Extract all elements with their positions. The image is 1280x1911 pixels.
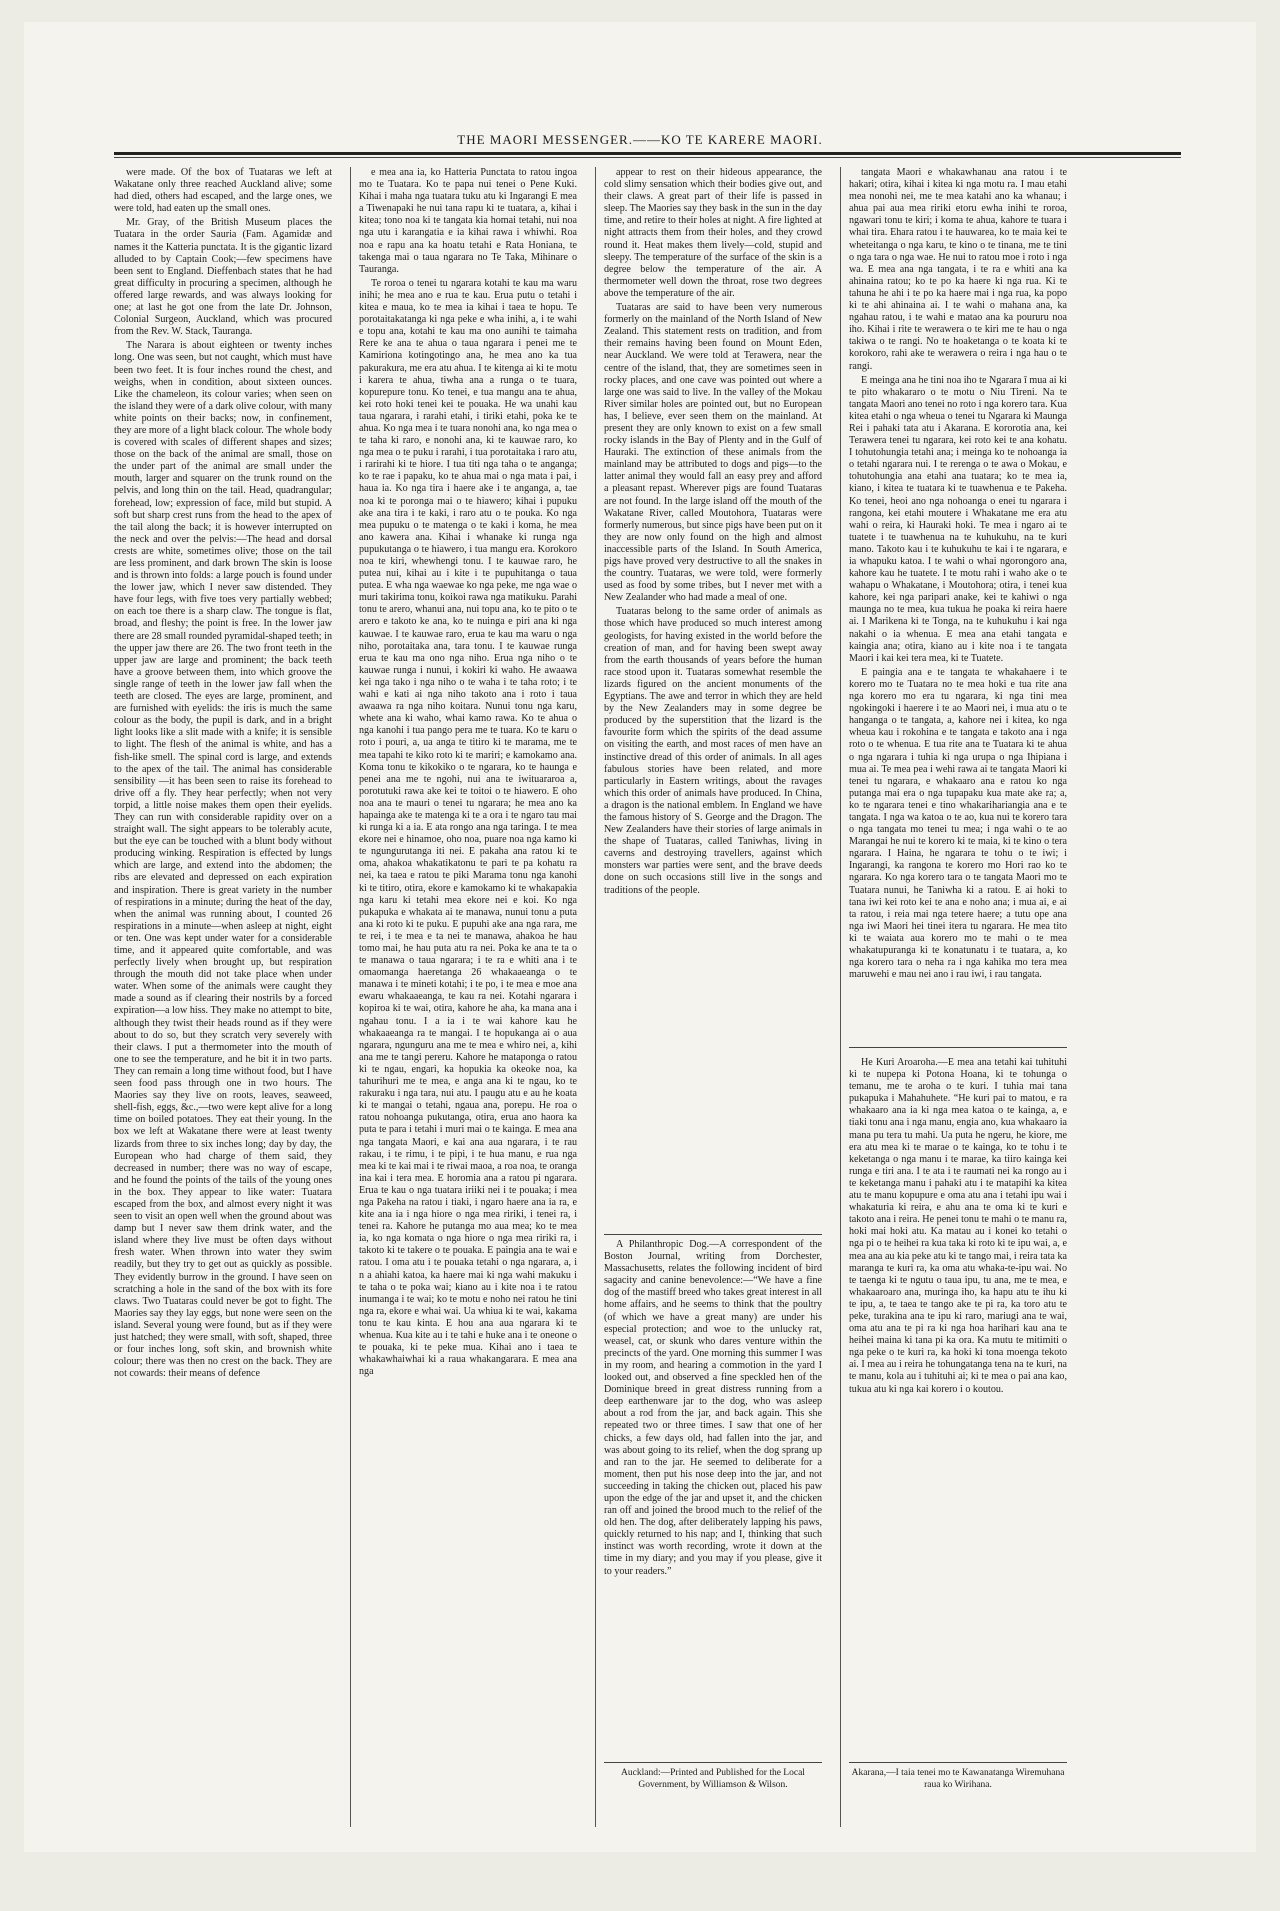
paragraph: Tuataras belong to the same order of animals as those which have produced so much interest among geologists, for having existed in the world before the creation of man, and for having been swept away from the earth thousands of years before the human race stood upon it. Tuataras somewhat resemble the lizards figured on the ancient monuments of the Egyptians. The awe and terror in which they are held by the New Zealanders may in some degree be produced by the superstition that the lizard is the favourite form which the spirits of the dead assume on visiting the earth, and most races of men have an instinctive dread of this order of animals. In all ages fabulous stories have been related, and more particularly in Eastern writings, about the ravages which this order of animals have produced. In China, a dragon is the national emblem. In England we have the famous history of S. George and the Dragon. The New Zealanders have their stories of large animals in the shape of Tuataras, called Taniwhas, living in caverns and destroying travellers, against which monsters war parties were sent, and the brave deeds done on such occasions still live in the songs and traditions of the people. [604,606,822,896]
section-rule [849,1047,1067,1048]
paragraph: E meinga ana he tini noa iho te Ngarara ī mua ai ki te pito whakararo o te motu o Niu Tireni. Na te tangata Maori ano tenei no roto i nga korero tara. Kua kitea etahi o nga wheua o tenei tu Ngarara ki Maunga Rei i pahaki tata atu i Akarana. E kororotia ana, kei Terawera tenei tu ngarara, kei roto kei te ana kohatu. I tohutohungia tetahi ana; i meinga ko te nohoanga ia o tetahi ngarara nui. I te rerenga o te awa o Mokau, e tohutohungia ana etahi ana tuatara; ko te mea ia, kiano, i kitea te tuatara ki te tuawhenua e te Pakeha. Ko tenei, heoi ano nga nohoanga o enei tu ngarara i rangona, kei etahi moutere i Whakatane me era atu wahi o reira, ki Hauraki hoki. Te mea i ngaro ai te tuatete i te tuawhenua na te kuhukuhu, na te kuri mano. Takoto kau i te kuhukuhu te kai i te ngarara, e ia whapuku katoa. I te wahi o whai ngorongoro ana, kahore kau he tuatete. I te motu rahi i waho ake o te wahapu o Whakatane, i Moutohora; otira, i tenei kua kahore, kei nga paripari anake, kei te kahiwi o nga maunga no te mea, kua tukua he poaka ki reira haere ai. I Marikena ki te Tonga, na te kuhukuhu i kai nga nakahi o ia whenua. E mea ana etahi tangata e kaingia ana; otira, kiano au i kite noa i te tangata Maori i kai kei tera mea, ki te Tuatete. [849,374,1067,664]
section-rule [604,1762,822,1763]
section-rule [849,1762,1067,1763]
column-divider [350,167,351,1827]
paragraph: Te roroa o tenei tu ngarara kotahi te kau ma waru inihi; he mea ano e rua te kau. Erua putu o tetahi i kitea e maua, ko te mea ia kihai i taea te hopu. Te porotaitakatanga ki nga peke e wha inihi, a, i te wahi e topu ana, kotahi te kau ma ono aunihi te taimaha Rere ke ana te ahua o taua ngarara i penei me te Kamiriona kotingotingo ana, he mea ano ka tua pakurakura, me era atu ahua. I te kitenga ai ki te motu i karera te ahua, tiwha ana a runga o te tuara, kopurepure tonu. Ko tenei, e tua mangu ana te ahua, kei roto hoki tenei kei te pouaka. He wa unahi kau taua ngarara, i rarahi etahi, i tiriki etahi, poka ke te ahua. Ko nga mea i te tuara nonohi ana, ko nga mea o te taha ki raro, e nonohi ana, ki te kauwae raro, ko nga mea o te puku i rarahi, i tua porotaitaka i raro atu, i rarirahi ki te hiore. I tua titi nga taha o te anganga; ko te rae i papaku, ko te ahua mai o nga mata i pai, i haua ia. Ko nga tira i haere ake i te anganga, a, tae noa ki te poronga mai o te hiawero; kihai i pupuku ake ana tira i te kaki, i raro atu o te pouka. Ko nga mea pupuku o te matenga o te kaki i koma, he mea ano kawera ana. Kihai i whanake ki runga nga pupukutanga o te hiawero, i tua mangu era. Korokoro noa te kiri, whewhengi tonu. I te kauwae raro, he putea nui, kihai au i kite i te pupuhitanga o taua putea. E wha nga waewae ko nga peke, me nga wae o muri takirima tonu, koikoi rawa nga matikuku. Parahi tonu te arero, whanui ana, nui topu ana, ko te pito o te arero e takoto ke ana, ko te nuinga e piri ana ki nga kauwae. I te kauwae raro, erua te kau ma waru o nga niho, porotaitaka ana, tara tonu. I te kauwae runga erua te kau ma ono nga niho. Erua nga niho o te kauwae runga i nunui, i kokiri ki waho. He awaawa kei nga tako i nga niho o te waha i te taha roto; i te wahi e kati ai nga niho takoto ana i roto i taua awaawa ra nga niho koitara. Nunui tonu nga karu, whete ana ki waho, whai kamo rawa. Ko te ahua o nga kanohi i tua pango pera me te tuara. Ko te karu o roto i pouri, a, ua anga te titiro ki te marama, me te mea tapahi te kiko roto ki te mariri; e kamokamo ana. Koma tonu te kikokiko o te ngarara, ko te haunga e penei ana me te ngohi, nui ana te iwituararoa a, porotutuki rawa ake kei te toitoi o te hiawero. E oho noa ana te mauri o tenei tu ngarara; he mea ano ka hapainga ake te matenga ki te a ora i te ngaro tau mai ki runga ki a ia. E ata rongo ana nga taringa. I te mea ekore nei e hinamoe, oho noa, puare noa nga kamo ki te ngungurutanga iti nei. E pakaha ana ratou ki te oma, ahakoa whakatikatonu te pari te pa kohatu ra nei, ka taea e ratou te piki Marama tonu nga kanohi ki te titiro, otira, ekore e kamokamo ki te whakapakia nga karu ki tetahi mea ekore nei e koi. Ko nga pukapuka e whakata ai te manawa, nunui tonu a puta ana ki roto ki te puku. E pupuhi ake ana nga rara, me te rei, i te mea e ta nei te manawa, ahakoa he hau tomo mai, he hau puta atu ra nei. Poka ke ana te ta o te manawa o taua ngarara; i te ra e whiti ana i te omaomanga haeretanga 26 whakaaeanga o te manawa i te mineti kotahi; i te po, i te mea e moe ana ewaru whakaaeanga, te kau ra nei. Kotahi ngarara i kopiroa ki te wai, otira, kahore he aha, ka mana ana i ngahau tonu. I a ia i te wai kahore kau he whakaaeanga ra te mangai. I te hopukanga ai o aua ngarara, ngunguru ana me te mea e whiro nei, a, kihi ana me te tangi pereru. Kahore he mataponga o ratou ki te ngau, engari, ka hopukia ka okeoke noa, ka tahurihuri me te mea, e anga ana ki te ngau, ko te rakuraku i nga tara, nui atu. I paugu atu e au he koata ki te mangai o tetahi, ngaua ana, porepu. He roa o ratou nohoanga pukutanga, otira, erua ano haora ka puta te para i tetahi i muri mai o te kainga. E mea ana nga tangata Maori, e kai ana aua ngarara, i te rau rakau, i te rimu, i te pipi, i te hua manu, e rua nga mea ki te kai mai i te riwai maoa, a roa noa, te oranga ina kai i tera mea. E horomia ana a ratou pi ngarara. Erua te kau o nga tuatara iriiki nei i te pouaka; i mea nga Pakeha na ratou i tiaki, i ngaro haere ana ia ra, e kite ana ia i nga hiore o nga mea ririki, i tenei ra, i tenei ra. Kahore he putanga mo aua mea; ko te mea ia, ko nga komata o nga hiore o nga mea ririki ra, i takoto ki te takere o te pouaka. E paingia ana te wai e ratou. I oma atu i te pouaka tetahi o nga ngarara, a, i n a ahiahi katoa, ka haere mai ki nga wahi makuku i te taha o te poka wai; kiano au i kite noa i te ratou inumanga i te wai; ko te motu e noho nei ratou he tini nga ra, ekore e whai wai. Ua whiua ki te wai, kakama tonu te kau kinta. E hou ana aua ngarara ki te whenua. Kua kite au i te tahi e huke ana i te oneone o te pouaka, ki te peke mua. Kihai ano i taea te whakawhaiwhai ki a raua whakangarara. E mea ana nga [359,277,577,1378]
paragraph: He Kuri Aroaroha.—E mea ana tetahi kai tuhituhi ki te nupepa ki Potona Hoana, ki te tohunga o temanu, me te aroha o te kuri. I tuhia mai tana pukapuka i Mahahuhete. “He kuri pai to matou, e ra whakaaro ana ia ki nga mea katoa o te kainga, a, e tiaki tonu ana i nga manu, engia ano, kua whakaaro ia mana pu tera tu mahi. Ua puta he ngeru, he kiore, me era atu mea ki te marae o te kainga, ko te tohu i te keketanga o nga manu i te marae, ka tiiro kainga kei runga e tiri ana. I te ata i te raumati nei ka rongo au i te keketanga manu i pahaki atu i te matapihi ka kitea atu te manu kopupure e oma atu ana i tetahi ipu wai i whakaturia ki reira, e ahu ana te oma ki te kuri e takoto ana i reira. He penei tonu te mahi o te manu ra, hoki mai hoki atu. Ka matau au i konei ko tetahi o nga pi o te heihei ra kua taka ki roto ki te ipu wai, a, e mea ana au kia peke atu ki te tango mai, i reira tata ka maranga te kuri ra, ka oma atu whaka-te-ipu wai. No te taenga ki te ngutu o taua ipu, tu ana, me te mea, e whakaaroaro ana, muringa iho, ka hapu atu te ihu ki te ipu, a, te taea te tango ake te pi ra, ka toro atu te peke, turakina ana te ipu ki raro, mariugi ana te wai, oma atu ana te pi ra ki nga hoa harihari kau ana te heihei maina ki tana pi ka ora. Ka mutu te mitimiti o nga peke o te kuri ra, ka hoki ki tona moenga tekoto ai. I mea au i reira he tohungatanga tena na te kuri, na te manu, kola au i tuhituhi ai; ki te mea o pai ana kao, tukua atu ki nga kai korero i o koutou. [849,1057,1067,1395]
newspaper-page [24,22,1256,1852]
paragraph: The Narara is about eighteen or twenty inches long. One was seen, but not caught, which must have been two feet. It is four inches round the chest, and weighs, when in condition, about sixteen ounces. Like the chameleon, its colour varies; when seen on the island they were of a dark olive colour, with many white points on their backs; now, in confinement, they are more of a light black colour. The whole body is covered with scales of different shapes and sizes; those on the back of the animal are small, those on the under part of the animal are small under the mouth, larger and squarer on the trunk round on the pelvis, and long thin on the tail. Head, quadrangular; forehead, low; expression of face, mild but stupid. A soft but sharp crest runs from the head to the apex of the tail along the back; it is however interrupted on the neck and over the pelvis:—The head and dorsal crests are white, sometimes olive; those on the tail are less prominent, and dark brown The skin is loose and is thrown into folds: a large pouch is found under the lower jaw, which I never saw distended. They have four legs, with five toes very partially webbed; on each toe there is a sharp claw. The tongue is flat, broad, and fleshy; the point is free. In the lower jaw there are 28 small rounded pyramidal-shaped teeth; in the upper jaw there are 26. The two front teeth in the upper jaw are large and prominent; the back teeth have a groove between them, into which groove the single range of teeth in the lower jaw fall when the teeth are closed. The eyes are large, prominent, and are furnished with eyelids: the iris is much the same colour as the body, the pupil is dark, and in a bright light looks like a slit made with a knife; it is sensible to light. The flesh of the animal is white, and has a fish-like smell. The spinal cord is large, and extends to the apex of the tail. The animal has considerable sensibility —it has been seen to raise its forehead to drive off a fly. They hear perfectly; when not very torpid, a little noise makes them open their eyelids. They can run with considerable rapidity over on a straight wall. The sight appears to be tolerably acute, but the eye can be touched with a blunt body without producing winking. Respiration is effected by lungs which are large, and extend into the abdomen; the ribs are elevated and depressed on each expiration and inspiration. There is great variety in the number of respirations in a minute; during the heat of the day, when the animal was running about, I counted 26 respirations in a minute—when asleep at night, eight or ten. One was kept under water for a considerable time, and it appeared quite comfortable, and was perfectly lively when brought up, but respiration through the mouth did not take place when under water. When some of the animals were caught they made a sound as if clearing their nostrils by a forced expiration—a low hiss. They make no attempt to bite, although they twist their heads round as if they were about to do so, but they scratch very severely with their claws. I put a thermometer into the mouth of one to see the temperature, and he bit it in two parts. They can remain a long time without food, but I have seen food pass through one in two hours. The Maories say they live on roots, leaves, seaweed, shell-fish, eggs, &c.,—two were kept alive for a long time on boiled potatoes. They eat their young. In the box we left at Wakatane there were at least twenty lizards from three to six inches long; day by day, the European who had charge of them said, they decreased in number; there was no way of escape, and he found the points of the tails of the young ones in the box. They appear to like water: Tuatara escaped from the box, and almost every night it was seen to visit an open well when the ground about was damp but I never saw them drink water, and the island where they live must be often days without fresh water. When thrown into water they swim readily, but they try to get out as quickly as possible. They evidently burrow in the ground. I have seen on scratching a hole in the sand of the box with its fore claws. Two Tuataras could never be got to fight. The Maories say they lay eggs, but none were seen on the island. Several young were found, but as if they were just hatched; they were small, with soft, shaped, three or four inches long, soft skin, and brownish white colour; there was then no crest on the back. They are not cowards: their means of defence [114,340,332,1380]
paragraph: tangata Maori e whakawhanau ana ratou i te hakari; otira, kihai i kitea ki nga motu ra. I mau etahi mea nonohi nei, me te mea katahi ano ka whanau; i ahua pai aua mea ririki etoru ewha inihi te roroa, ngawari tonu te kiri; i koma te ahua, kahore te tuara i whai tira. Ehara ratou i te hauwarea, ko te maia kei te wheteitanga o nga karu, te kino o te tinana, me te tini o nga tara o nga wae. He nui to ratou moe i roto i nga wa. E mea ana nga tangata, i te ra e whiti ana ka ahinaina ratou; ko te po ka haere ki nga rua. Ki te tahuna he ahi i te po ka haere mai i nga rua, ka popo ki te ahi ahinaina ai. I te wahi o mahana ana, ka ngahau ratou, i te wahi e matao ana ka poururu noa iho. Kihai i rite te werawera o te kiri me te hau o nga takiwa o te rangi. No te hoaketanga o te koata ki te korokoro, rahi ake te werawera o reira i nga hau o te rangi. [849,167,1067,372]
masthead-rule-thin [114,157,1181,158]
paragraph: E paingia ana e te tangata te whakahaere i te korero mo te Tuatara no te mea hoki e tua rite ana nga korero mo era tu ngarara, ki nga tini mea ngokingoki i haerere i te ao Maori nei, i mua atu o te hanganga o te tangata, a, kahore nei i kitea, ko nga wheua kau i rokohina e te tangata e takoto ana i nga roto o te whenua. E tua rite ana te Tuatara ki te ahua o nga ngarara i tuhia ki nga urupa o nga Ihipiana i mua ai. Te mea pea i wehi rawa ai te tangata Maori ki tenei tu ngarara, e whakaaro ana e ratou ko nga putanga mai era o nga tupapaku kua mate ake ra; a, ko te ngarara tenei e tino whakarihariangia ana e te tangata. I nga wa katoa o te ao, kua nui te korero tara o nga tangata mo tenei tu mea; i nga wahi o te ao Marangai he nui te korero ki te maia, ki te kino o tera ngarara. I Haina, he ngarara te tohu o te iwi; i Ingarangi, ka rangona te korero mo Hori rao ko te ngarara. Ko nga korero tara o te tangata Maori mo te Tuatara nunui, he Taniwha ki a ratou. E ai hoki to tana iwi kei roto kei te ana e noho ana; i mua ai, e ai ta ratou, i reia mai nga tetere haere; a tutu ope ana nga iwi Maori hei tinei itera tu ngarara. He mea tito ki te waiata aua korero mo te mahi o te mea whakatupuranga ki te konatunatu i te tuatara, a, ko nga korero tara o neha ra i nga kahika mo tera mea maruwehi e mau nei ano i rau iwi, i rau tangata. [849,666,1067,981]
paragraph: were made. Of the box of Tuataras we left at Wakatane only three reached Auckland alive; some had died, others had escaped, and the large ones, we were told, had eaten up the small ones. [114,167,332,215]
imprint-maori: Akarana,—I taia tenei mo te Kawanatanga Wiremuhana raua ko Wirihana. [851,1768,1065,1790]
paragraph: e mea ana ia, ko Hatteria Punctata to ratou ingoa mo te Tuatara. Ko te papa nui tenei o Pene Kuki. Kihai i maha nga tuatara tuku atu ki Ingarangi E mea a Tiwenapaki he nui tana rapu ki te tuatara, a, kihai i kitea; tono noa ki te tangata kia homai tetahi, nui noa nga utu i karangatia e ia kihai rawa i whiwhi. Roa noa e rapu ana ka hoatu tetahi e Rata Honiana, te takenga mai o taua ngarara no Te Taka, Mihinare o Tauranga. [359,167,577,275]
column-2 [359,167,577,1827]
masthead-rule [114,152,1181,155]
column-1 [114,167,332,1827]
article-he-kuri-aroaroha [849,1057,1067,1777]
masthead: THE MAORI MESSENGER.——KO TE KARERE MAORI. [457,132,823,147]
imprint: Auckland:—Printed and Published for the Local Government, by Williamson & Wilson. [621,1768,805,1790]
column-divider [840,167,841,1827]
column-4 [849,167,1067,1037]
column-3 [604,167,822,1229]
paragraph: appear to rest on their hideous appearance, the cold slimy sensation which their bodies give out, and their claws. A great part of their life is passed in sleep. The Maories say they bask in the sun in the day time, and retire to their holes at night. A fire lighted at night attracts them from their holes, and they crowd round it. Heat makes them lively—cold, stupid and sleepy. The temperature of the surface of the skin is a degree below the temperature of the air. A thermometer well down the throat, rose two degrees above the temperature of the air. [604,167,822,299]
paragraph: Tuataras are said to have been very numerous formerly on the mainland of the North Island of New Zealand. This statement rests on tradition, and from their remains having been found on Mount Eden, near Auckland. We were told at Terawera, near the centre of the island, that, they are sometimes seen in rocky places, and one cave was pointed out where a large one was said to live. In the valley of the Mokau River similar holes are pointed out, but no European has, I believe, ever seen them on the mainland. At present they are only known to exist on a few small rocky islands in the Bay of Plenty and in the Gulf of Hauraki. The extinction of these animals from the mainland may be attributed to dogs and pigs—to the latter animal they would fall an easy prey and afford a pleasant repast. Wherever pigs are found Tuataras are not found. In the large island off the mouth of the Wakatane River, called Moutohora, Tuataras were formerly numerous, but since pigs have been put on it they are now only found on the high and almost inaccessible parts of the Island. In South America, pigs have proved very destructive to all the snakes in the country. Tuataras, we were told, were formerly used as food by some tribes, but I never met with a New Zealander who had made a meal of one. [604,302,822,604]
section-rule [604,1234,822,1235]
paragraph: A Philanthropic Dog.—A correspondent of the Boston Journal, writing from Dorchester, Massachusetts, relates the following incident of bird sagacity and canine benevolence:—“We have a fine dog of the mastiff breed who takes great interest in all home affairs, and he seems to think that the poultry (of which we have a great many) are under his especial protection; and woe to the unlucky rat, weasel, cat, or skunk who dares venture within the precincts of the yard. One morning this summer I was in my room, and hearing a commotion in the yard I looked out, and observed a fine speckled hen of the Dominique breed in great distress running from a deep earthenware jar to the dog, who was asleep about a rod from the jar, and back again. This she repeated two or three times. I saw that one of her chicks, a few days old, had fallen into the jar, and was about going to its relief, when the dog sprang up and ran to the jar. He seemed to deliberate for a moment, then put his nose deep into the jar, and not succeeding in taking the chicken out, placed his paw upon the edge of the jar and upset it, and the chicken ran off and joined the brood much to the relief of the old hen. The dog, after deliberately lapping his paws, quickly returned to his nap; and I, thinking that such instinct was worth recording, wrote it down at the time in my diary; and you may if you please, give it to your readers.” [604,1239,822,1577]
paragraph: Mr. Gray, of the British Museum places the Tuatara in the order Sauria (Fam. Agamidæ and names it the Katteria punctata. It is the gigantic lizard alluded to by Captain Cook;—few specimens have been sent to England. Dieffenbach states that he had great difficulty in procuring a specimen, although he offered large rewards, and was always looking for one; at last he got one from the late Dr. Johnson, Colonial Surgeon, Auckland, which was procured from the Rev. W. Stack, Tauranga. [114,217,332,338]
column-divider [595,167,596,1827]
article-philanthropic-dog [604,1239,822,1759]
